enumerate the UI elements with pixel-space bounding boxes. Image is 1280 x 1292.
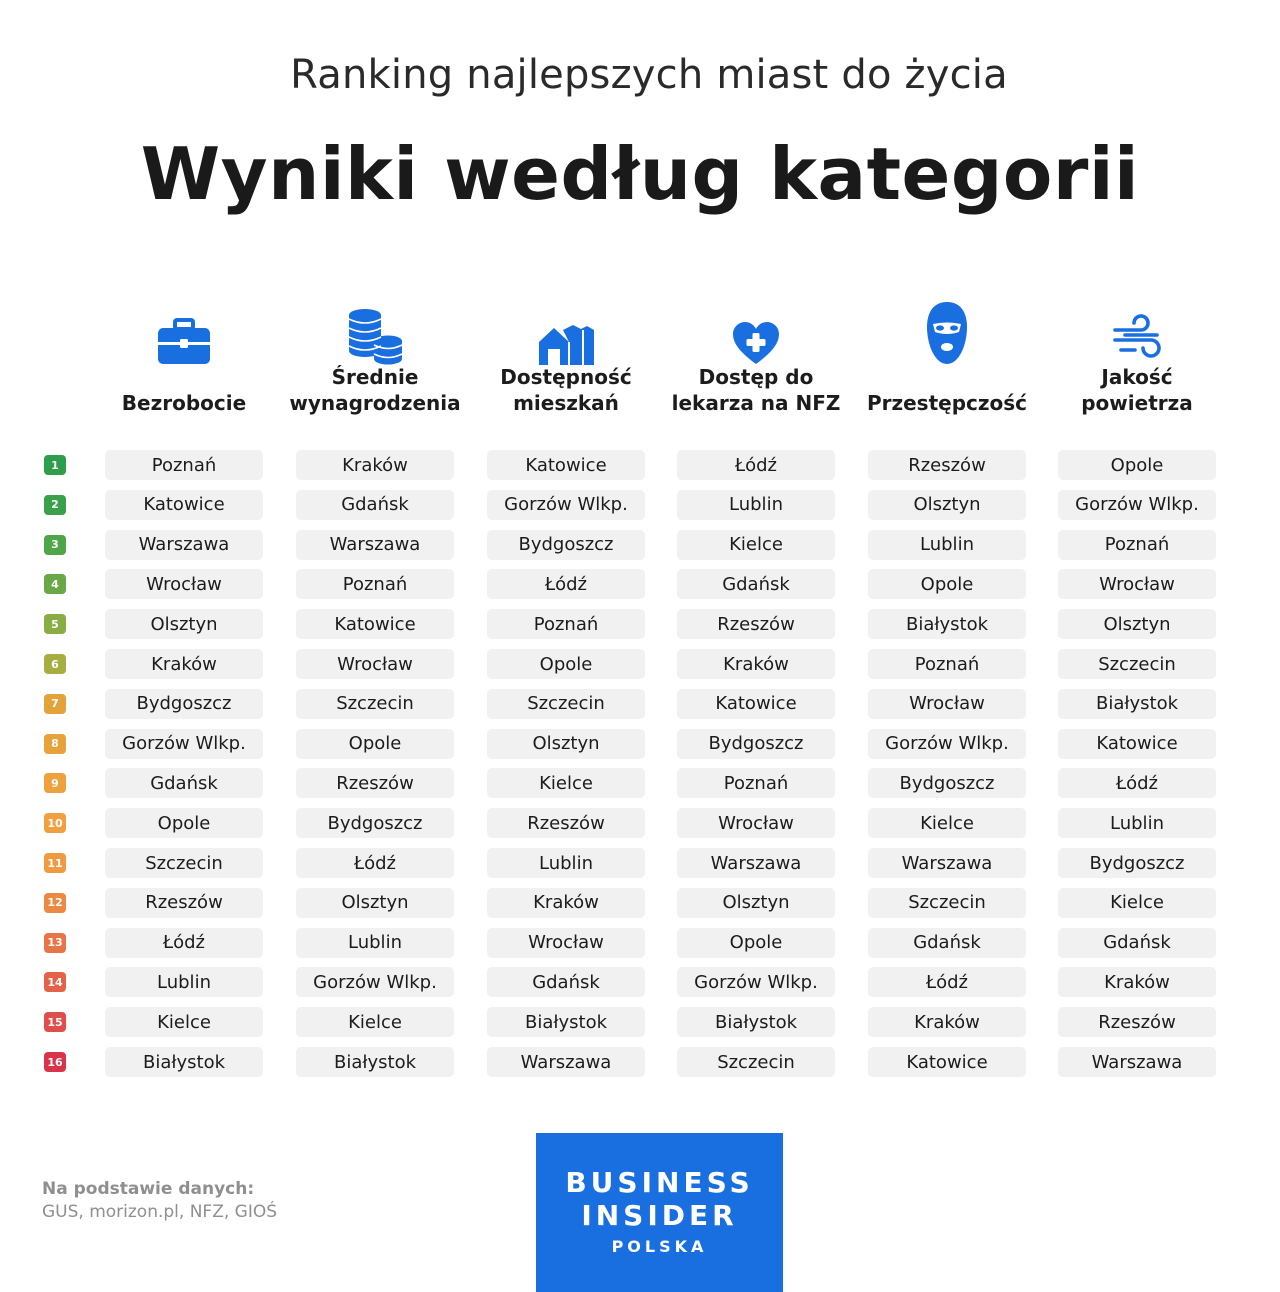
city-cell: Wrocław <box>1058 569 1216 599</box>
source-list: GUS, morizon.pl, NFZ, GIOŚ <box>42 1202 278 1222</box>
city-cell: Bydgoszcz <box>487 530 645 560</box>
city-cell: Szczecin <box>677 1047 835 1077</box>
city-cell: Opole <box>677 928 835 958</box>
city-cell: Poznań <box>677 768 835 798</box>
rank-badge: 4 <box>44 574 66 594</box>
category-label: Dostępność mieszkań <box>500 365 632 415</box>
city-cell: Kraków <box>868 1007 1026 1037</box>
category-header <box>471 292 661 432</box>
city-cell: Kraków <box>677 649 835 679</box>
source-heading: Na podstawie danych: <box>42 1179 255 1199</box>
rank-badge: 16 <box>44 1052 66 1072</box>
category-label: Bezrobocie <box>121 391 247 415</box>
city-cell: Warszawa <box>868 848 1026 878</box>
city-cell: Katowice <box>487 450 645 480</box>
city-cell: Poznań <box>105 450 263 480</box>
city-cell: Kielce <box>105 1007 263 1037</box>
city-cell: Łódź <box>105 928 263 958</box>
city-cell: Poznań <box>868 649 1026 679</box>
city-cell: Białystok <box>677 1007 835 1037</box>
city-cell: Wrocław <box>868 689 1026 719</box>
city-cell: Olsztyn <box>296 888 454 918</box>
logo-line-3: POLSKA <box>611 1237 708 1256</box>
rank-badge: 1 <box>44 455 66 475</box>
city-cell: Białystok <box>105 1047 263 1077</box>
city-cell: Warszawa <box>296 530 454 560</box>
city-cell: Lublin <box>1058 808 1216 838</box>
city-cell: Lublin <box>868 530 1026 560</box>
city-cell: Bydgoszcz <box>105 689 263 719</box>
category-label: Dostęp do lekarza na NFZ <box>671 365 841 415</box>
city-cell: Łódź <box>868 967 1026 997</box>
rank-badge: 12 <box>44 893 66 913</box>
city-cell: Kielce <box>868 808 1026 838</box>
city-cell: Opole <box>487 649 645 679</box>
city-cell: Kraków <box>1058 967 1216 997</box>
balaclava-icon <box>852 292 1042 366</box>
rank-badge: 10 <box>44 813 66 833</box>
business-insider-logo <box>536 1133 783 1292</box>
city-cell: Katowice <box>296 609 454 639</box>
city-cell: Łódź <box>677 450 835 480</box>
city-cell: Kielce <box>1058 888 1216 918</box>
city-cell: Katowice <box>677 689 835 719</box>
city-cell: Kraków <box>487 888 645 918</box>
rank-badge: 14 <box>44 972 66 992</box>
city-cell: Rzeszów <box>487 808 645 838</box>
houses-icon <box>471 292 661 366</box>
city-cell: Gdańsk <box>487 967 645 997</box>
city-cell: Rzeszów <box>677 609 835 639</box>
city-cell: Olsztyn <box>487 729 645 759</box>
city-cell: Olsztyn <box>105 609 263 639</box>
city-cell: Poznań <box>1058 530 1216 560</box>
category-header <box>280 292 470 432</box>
city-cell: Lublin <box>677 490 835 520</box>
city-cell: Białystok <box>296 1047 454 1077</box>
city-cell: Poznań <box>487 609 645 639</box>
city-cell: Gdańsk <box>868 928 1026 958</box>
city-cell: Lublin <box>105 967 263 997</box>
city-cell: Katowice <box>868 1047 1026 1077</box>
city-cell: Szczecin <box>868 888 1026 918</box>
city-cell: Szczecin <box>487 689 645 719</box>
category-label: Przestępczość <box>866 391 1028 415</box>
city-cell: Gdańsk <box>677 569 835 599</box>
city-cell: Bydgoszcz <box>868 768 1026 798</box>
rank-badge: 11 <box>44 853 66 873</box>
page-subtitle: Ranking najlepszych miast do życia <box>290 52 1008 98</box>
city-cell: Opole <box>1058 450 1216 480</box>
coins-icon <box>280 292 470 366</box>
rank-badge: 2 <box>44 495 66 515</box>
city-cell: Gorzów Wlkp. <box>868 729 1026 759</box>
category-label: Jakość powietrza <box>1081 365 1193 415</box>
category-label: Średnie wynagrodzenia <box>289 365 461 415</box>
city-cell: Łódź <box>1058 768 1216 798</box>
page-title: Wyniki według kategorii <box>140 132 1140 216</box>
city-cell: Katowice <box>1058 729 1216 759</box>
city-cell: Wrocław <box>296 649 454 679</box>
city-cell: Gorzów Wlkp. <box>677 967 835 997</box>
city-cell: Bydgoszcz <box>1058 848 1216 878</box>
category-header <box>89 292 279 432</box>
rank-badge: 7 <box>44 694 66 714</box>
city-cell: Gdańsk <box>105 768 263 798</box>
city-cell: Kielce <box>296 1007 454 1037</box>
city-cell: Szczecin <box>296 689 454 719</box>
wind-icon <box>1042 292 1232 366</box>
rank-badge: 6 <box>44 654 66 674</box>
rank-badge: 13 <box>44 933 66 953</box>
briefcase-icon <box>89 292 279 366</box>
logo-line-1: BUSINESS <box>565 1166 754 1199</box>
city-cell: Wrocław <box>677 808 835 838</box>
city-cell: Gorzów Wlkp. <box>296 967 454 997</box>
city-cell: Kraków <box>105 649 263 679</box>
city-cell: Białystok <box>487 1007 645 1037</box>
city-cell: Rzeszów <box>1058 1007 1216 1037</box>
category-header <box>1042 292 1232 432</box>
city-cell: Białystok <box>1058 689 1216 719</box>
heart-plus-icon <box>661 292 851 366</box>
city-cell: Poznań <box>296 569 454 599</box>
city-cell: Rzeszów <box>296 768 454 798</box>
source-note <box>42 1178 277 1224</box>
city-cell: Olsztyn <box>1058 609 1216 639</box>
city-cell: Łódź <box>296 848 454 878</box>
city-cell: Opole <box>296 729 454 759</box>
category-header <box>661 292 851 432</box>
city-cell: Olsztyn <box>868 490 1026 520</box>
rank-badge: 3 <box>44 535 66 555</box>
rank-badge: 9 <box>44 773 66 793</box>
city-cell: Gorzów Wlkp. <box>1058 490 1216 520</box>
city-cell: Szczecin <box>1058 649 1216 679</box>
city-cell: Łódź <box>487 569 645 599</box>
city-cell: Warszawa <box>677 848 835 878</box>
city-cell: Katowice <box>105 490 263 520</box>
city-cell: Opole <box>868 569 1026 599</box>
city-cell: Lublin <box>296 928 454 958</box>
city-cell: Wrocław <box>487 928 645 958</box>
city-cell: Kraków <box>296 450 454 480</box>
city-cell: Gdańsk <box>296 490 454 520</box>
city-cell: Warszawa <box>1058 1047 1216 1077</box>
city-cell: Bydgoszcz <box>677 729 835 759</box>
city-cell: Olsztyn <box>677 888 835 918</box>
city-cell: Lublin <box>487 848 645 878</box>
city-cell: Szczecin <box>105 848 263 878</box>
rank-badge: 5 <box>44 614 66 634</box>
rank-badge: 8 <box>44 734 66 754</box>
city-cell: Bydgoszcz <box>296 808 454 838</box>
category-header <box>852 292 1042 432</box>
city-cell: Rzeszów <box>868 450 1026 480</box>
city-cell: Warszawa <box>105 530 263 560</box>
logo-line-2: INSIDER <box>581 1199 738 1232</box>
city-cell: Gdańsk <box>1058 928 1216 958</box>
city-cell: Warszawa <box>487 1047 645 1077</box>
city-cell: Rzeszów <box>105 888 263 918</box>
city-cell: Kielce <box>487 768 645 798</box>
city-cell: Gorzów Wlkp. <box>487 490 645 520</box>
city-cell: Wrocław <box>105 569 263 599</box>
city-cell: Gorzów Wlkp. <box>105 729 263 759</box>
rank-badge: 15 <box>44 1012 66 1032</box>
city-cell: Kielce <box>677 530 835 560</box>
city-cell: Białystok <box>868 609 1026 639</box>
city-cell: Opole <box>105 808 263 838</box>
